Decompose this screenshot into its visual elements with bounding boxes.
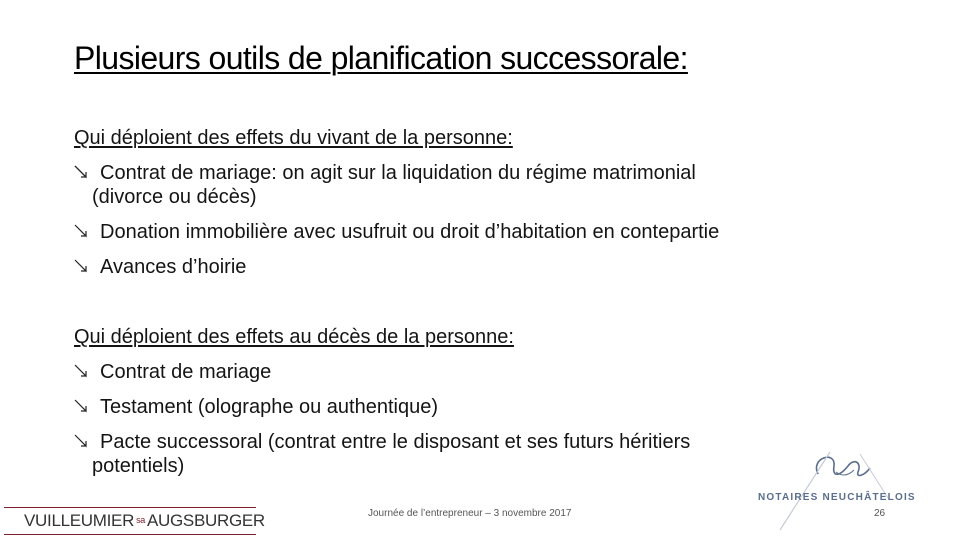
section-at-death [74, 325, 835, 489]
bullet-text: Pacte successoral (contrat entre le disposant et ses futurs héritiers [100, 431, 691, 453]
logo-separator: sa [136, 515, 145, 525]
bullet-item [74, 255, 835, 279]
logo-part-1: VUILLEUMIER [24, 511, 135, 530]
bullet-text: Contrat de mariage: on agit sur la liquidation du régime matrimonial [100, 162, 696, 184]
logo-part-2: AUGSBURGER [146, 511, 265, 530]
logo-wordmark [24, 511, 265, 531]
bullet-text: Avances d’hoirie [100, 256, 247, 278]
bullet-text: Testament (olographe ou authentique) [100, 396, 439, 418]
outlined-arrow-icon [74, 434, 92, 450]
footer-event-text: Journée de l’entrepreneur – 3 novembre 2017 [368, 508, 572, 519]
outlined-arrow-icon [74, 224, 92, 240]
bullet-item [74, 360, 835, 384]
outlined-arrow-icon [74, 364, 92, 380]
bullet-text-continuation: (divorce ou décès) [92, 186, 257, 208]
bullet-text: Donation immobilière avec usufruit ou droit d’habitation en contepartie [100, 221, 720, 243]
bullet-text: Contrat de mariage [100, 361, 272, 383]
logo-rule-top [4, 507, 256, 508]
outlined-arrow-icon [74, 399, 92, 415]
notaires-emblem-icon [740, 448, 940, 532]
slide-title: Plusieurs outils de planification successorale: [74, 40, 688, 76]
outlined-arrow-icon [74, 259, 92, 275]
outlined-arrow-icon [74, 165, 92, 181]
section-heading: Qui déploient des effets du vivant de la personne: [74, 127, 513, 149]
section-heading: Qui déploient des effets au décès de la personne: [74, 326, 514, 348]
bullet-item [74, 430, 835, 478]
bullet-item [74, 220, 835, 244]
notaires-wordmark: NOTAIRES NEUCHÂTELOIS [758, 492, 916, 503]
section-during-lifetime [74, 126, 835, 290]
bullet-item [74, 395, 835, 419]
bullet-text-continuation: potentiels) [92, 455, 185, 477]
logo-rule-bottom [4, 534, 256, 535]
notaires-neuchatelois-logo [740, 448, 940, 532]
vuilleumier-augsburger-logo [4, 505, 265, 535]
bullet-item [74, 161, 835, 209]
page-number: 26 [874, 508, 886, 519]
